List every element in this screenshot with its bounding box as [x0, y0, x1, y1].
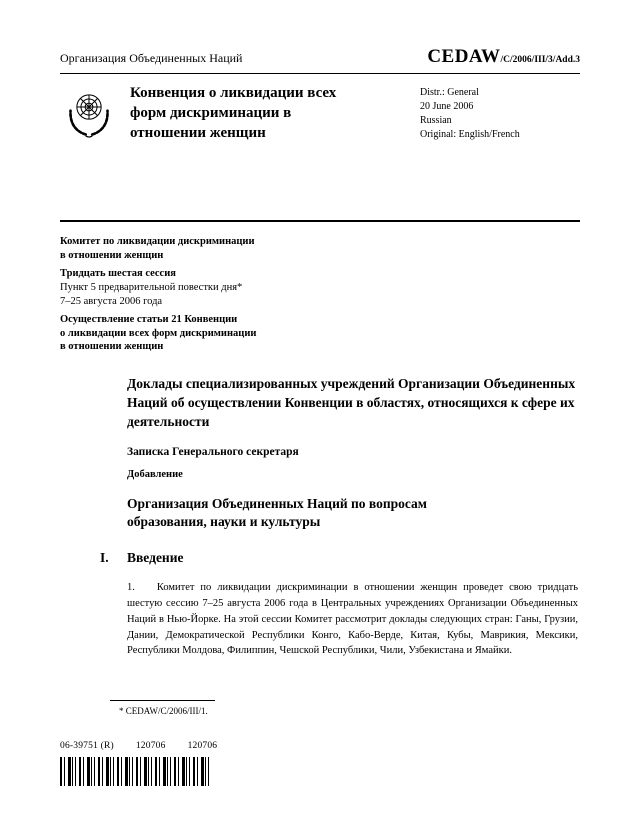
document-symbol	[427, 46, 580, 68]
footer-code-2: 120706	[187, 741, 218, 751]
agenda-item: Пункт 5 предварительной повестки дня*	[60, 281, 243, 293]
agenda-item-title-line3: в отношении женщин	[60, 341, 164, 353]
paragraph-1	[127, 580, 578, 659]
agenda-item-title-line2: о ликвидации всех форм дискриминации	[60, 327, 257, 339]
footnote-text: * CEDAW/C/2006/III/1.	[119, 706, 208, 716]
footer-doc-number: 06-39751 (R)	[60, 741, 114, 751]
original-language-line: Original: English/French	[420, 129, 520, 140]
distr-line: Distr.: General	[420, 87, 479, 98]
committee-name-line1: Комитет по ликвидации дискриминации	[60, 236, 255, 247]
section-title: Введение	[127, 550, 184, 566]
agency-title: Организация Объединенных Наций по вопросам образования, науки и культуры	[127, 495, 428, 530]
addendum-label: Добавление	[127, 468, 183, 480]
footnote-divider	[110, 700, 215, 701]
org-name: Организация Объединенных Наций	[60, 51, 243, 65]
session-dates: 7–25 августа 2006 года	[60, 295, 163, 307]
section-number: I.	[100, 550, 109, 566]
section-heading	[100, 550, 578, 566]
footer-code-1: 120706	[135, 741, 166, 751]
document-symbol-main: CEDAW	[427, 46, 501, 67]
masthead	[60, 84, 580, 220]
footer-job-number	[60, 741, 239, 751]
session-number: Тридцать шестая сессия	[60, 268, 176, 280]
document-header	[60, 46, 580, 74]
agenda-item-title-line1: Осуществление статьи 21 Конвенции	[60, 314, 238, 326]
document-title: Доклады специализированных учреждений Организации Объединенных Наций об осуществлении Конвенции в областях, относящихся к сфере их деятельности	[127, 376, 576, 430]
session-block	[60, 235, 580, 354]
barcode	[60, 757, 212, 786]
header-divider	[60, 220, 580, 222]
document-body	[100, 374, 578, 659]
committee-name-line2: в отношении женщин	[60, 249, 164, 261]
convention-title: Конвенция о ликвидации всех форм дискриминации в отношении женщин	[130, 85, 337, 141]
language-line: Russian	[420, 115, 452, 126]
document-symbol-suffix: /C/2006/III/3/Add.3	[500, 55, 580, 65]
distribution-block	[420, 84, 580, 142]
un-emblem-icon	[60, 84, 120, 147]
date-line: 20 June 2006	[420, 101, 474, 112]
footnote-block	[110, 700, 215, 716]
paragraph-1-text: Комитет по ликвидации дискриминации в отношении женщин проведет свою тридцать шестую сессию 7–25 августа 2006 года в Центральных учреждениях Организации Объединенных Наций в Нью-Йорке. На этой сессии Комитет рассмотрит доклады следующих стран: Ганы, Грузии, Дании, Демократической Республики Конго, Кабо-Верде, Китая, Кубы, Маврикия, Мексики, Республики Молдова, Филиппин, Чешской Республики, Чили, Узбекистана и Ямайки.	[127, 582, 578, 657]
secretary-general-note: Записка Генерального секретаря	[127, 445, 299, 458]
paragraph-1-number: 1.	[127, 582, 135, 594]
